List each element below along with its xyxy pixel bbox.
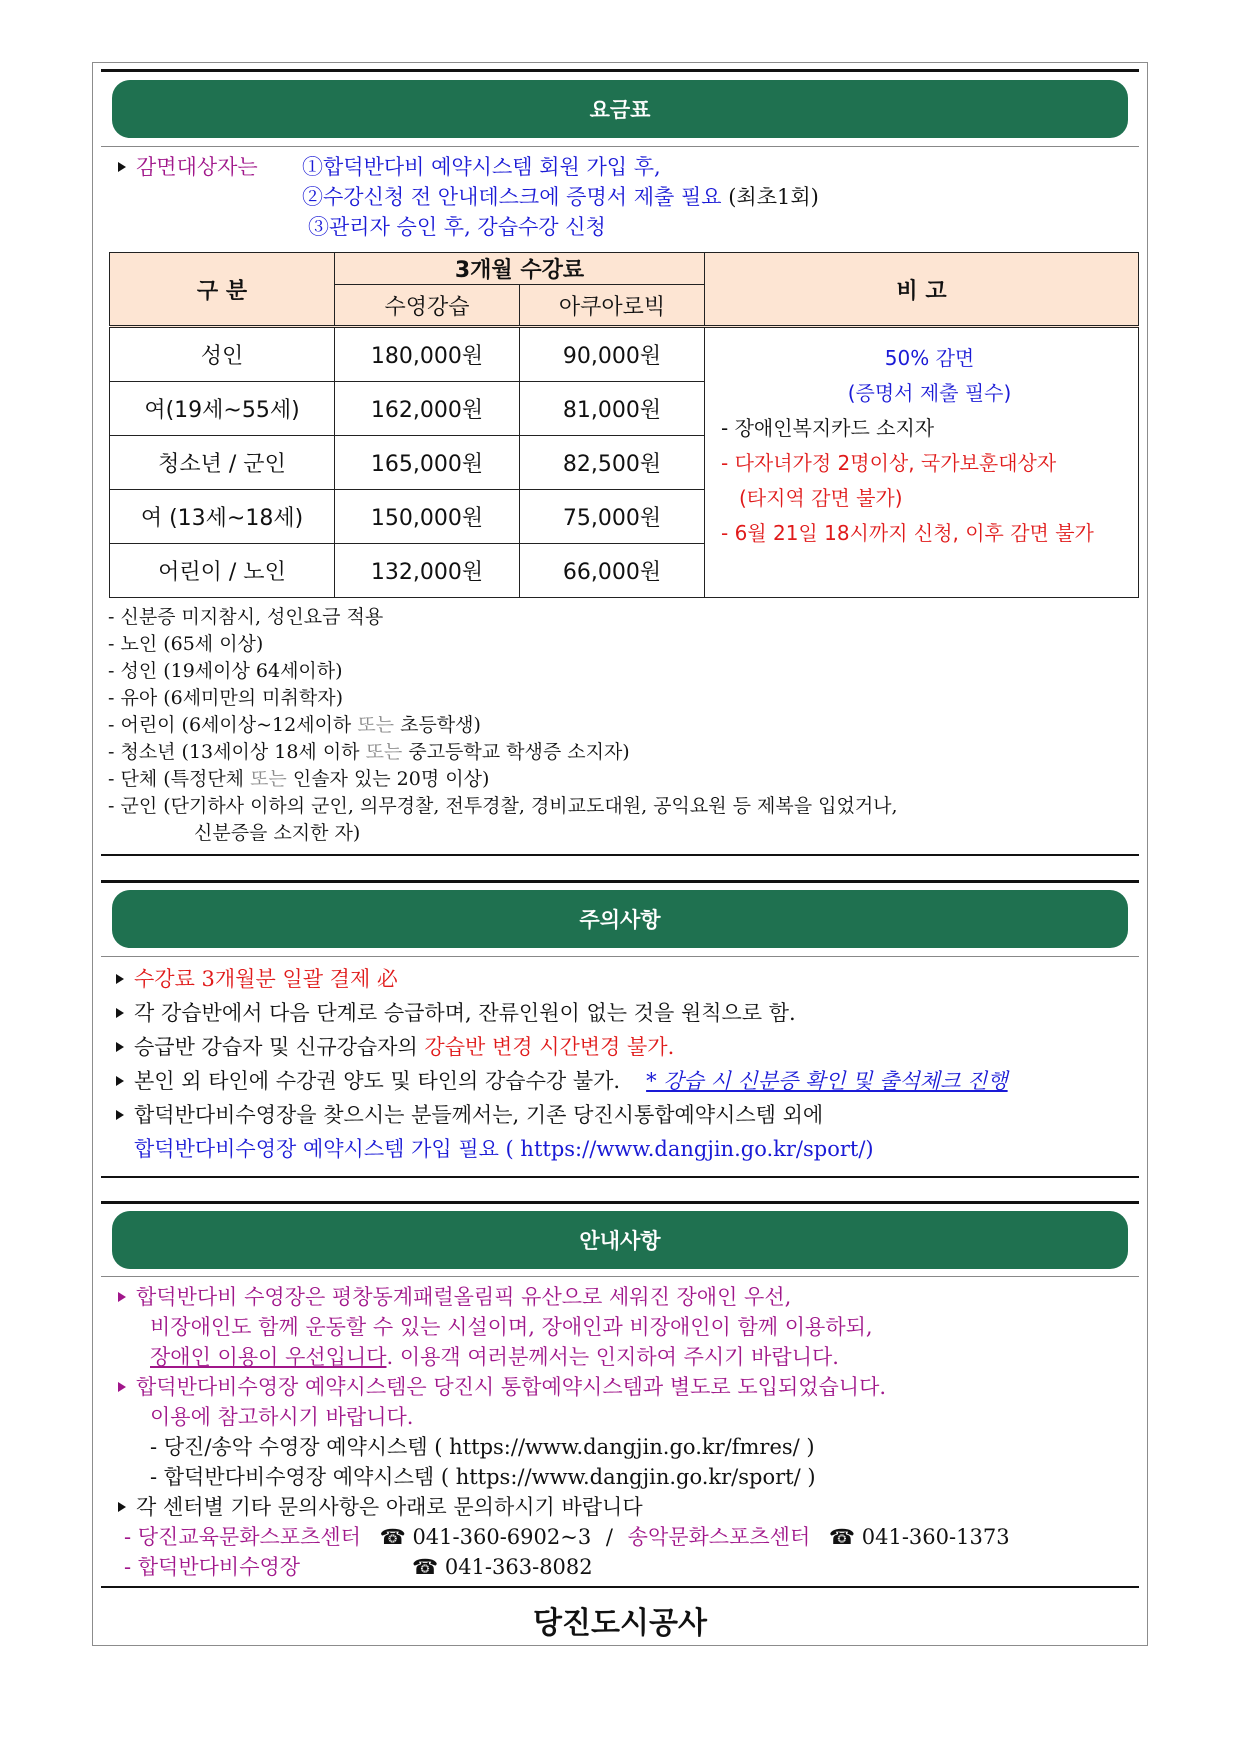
- info-p1a-text: 합덕반다비 수영장은 평창동계패럴올림픽 유산으로 세워진 장애인 우선,: [136, 1285, 792, 1309]
- def-group-b: 인솔자 있는 20명 이상): [286, 768, 490, 790]
- row-category: 청소년 / 군인: [110, 436, 335, 490]
- def-youth: [108, 738, 630, 766]
- caution-item-3: [116, 1033, 674, 1061]
- def-youth-a: - 청소년 (13세이상 18세 이하: [108, 741, 366, 763]
- col-category: 구 분: [110, 253, 335, 327]
- remark-proof: (증명서 제출 필수): [847, 381, 1012, 405]
- col-aqua: 아쿠아로빅: [520, 285, 705, 327]
- caution-item-1-text: 수강료 3개월분 일괄 결제 必: [134, 967, 398, 991]
- arrow-icon: [116, 1076, 124, 1086]
- footer-org: 당진도시공사: [533, 1606, 707, 1641]
- info-end-rule: [101, 1586, 1139, 1588]
- row-aqua: 90,000원: [520, 327, 705, 382]
- remark-item-3: - 6월 21일 18시까지 신청, 이후 감면 불가: [721, 521, 1094, 545]
- contact-2-phone: ☎ 041-360-1373: [828, 1525, 1010, 1549]
- caution-item-1: [116, 965, 398, 993]
- contact-1-name: - 당진교육문화스포츠센터: [124, 1525, 361, 1549]
- caution-item-4a: 본인 외 타인에 수강권 양도 및 타인의 강습수강 불가.: [134, 1069, 621, 1093]
- def-item: - 신분증 미지참시, 성인요금 적용: [108, 606, 384, 628]
- caution-end-rule: [101, 1176, 1139, 1178]
- def-group: [108, 765, 489, 793]
- row-swim: 162,000원: [335, 382, 520, 436]
- arrow-icon: [118, 1502, 126, 1512]
- info-p2a: [118, 1373, 886, 1401]
- def-youth-b: 중고등학교 학생증 소지자): [402, 741, 630, 763]
- info-p1c-rest: . 이용객 여러분께서는 인지하여 주시기 바랍니다.: [386, 1345, 839, 1369]
- discount-intro: [118, 153, 258, 181]
- contact-3-phone: ☎ 041-363-8082: [412, 1555, 593, 1579]
- info-p2b: 이용에 참고하시기 바랍니다.: [150, 1405, 414, 1429]
- contact-row-2: [124, 1553, 300, 1581]
- row-aqua: 82,500원: [520, 436, 705, 490]
- arrow-icon: [116, 1008, 124, 1018]
- contact-2-name: 송악문화스포츠센터: [627, 1525, 811, 1549]
- caution-item-4: [116, 1067, 1008, 1095]
- info-p3: [118, 1493, 643, 1521]
- fee-banner: 요금표: [112, 80, 1128, 138]
- step-2-note: (최초1회): [728, 185, 819, 209]
- row-category: 어린이 / 노인: [110, 544, 335, 598]
- col-fee-group: 3개월 수강료: [335, 253, 705, 285]
- contact-1-phone: ☎ 041-360-6902~3: [379, 1525, 592, 1549]
- def-child-or: 또는: [357, 714, 395, 736]
- row-aqua: 66,000원: [520, 544, 705, 598]
- row-swim: 132,000원: [335, 544, 520, 598]
- caution-item-2: [116, 999, 796, 1027]
- arrow-icon: [116, 1110, 124, 1120]
- info-p1c: [150, 1343, 839, 1371]
- arrow-icon: [116, 974, 124, 984]
- arrow-icon: [118, 1292, 126, 1302]
- def-group-a: - 단체 (특정단체: [108, 768, 251, 790]
- step-3: ③관리자 승인 후, 강습수강 신청: [308, 215, 606, 239]
- fee-table: [109, 252, 1139, 598]
- top-rule: [101, 69, 1139, 72]
- step-1: ①합덕반다비 예약시스템 회원 가입 후,: [302, 155, 661, 179]
- caution-item-3b: 강습반 변경 시간변경 불가.: [424, 1035, 675, 1059]
- def-item: - 성인 (19세이상 64세이하): [108, 660, 343, 682]
- def-group-or: 또는: [250, 768, 287, 790]
- info-p2c: - 당진/송악 수영장 예약시스템 ( https://www.dangjin.go.kr/fmres/ ): [150, 1435, 815, 1459]
- row-aqua: 75,000원: [520, 490, 705, 544]
- caution-item-5b: 합덕반다비수영장 예약시스템 가입 필요 ( https://www.dangjin.go.kr/sport/): [134, 1137, 874, 1161]
- info-p2a-text: 합덕반다비수영장 예약시스템은 당진시 통합예약시스템과 별도로 도입되었습니다.: [136, 1375, 887, 1399]
- remark-item-2: - 다자녀가정 2명이상, 국가보훈대상자: [721, 451, 1057, 475]
- step-2: [302, 183, 819, 211]
- caution-top-rule: [101, 880, 1139, 883]
- caution-item-5-text: 합덕반다비수영장을 찾으시는 분들께서는, 기존 당진시통합예약시스템 외에: [134, 1103, 824, 1127]
- caution-item-3a: 승급반 강습자 및 신규강습자의: [134, 1035, 425, 1059]
- def-item: - 노인 (65세 이상): [108, 633, 264, 655]
- def-soldier-b: 신분증을 소지한 자): [194, 822, 361, 844]
- info-p1b: 비장애인도 함께 운동할 수 있는 시설이며, 장애인과 비장애인이 함께 이용하되,: [150, 1315, 873, 1339]
- def-youth-or: 또는: [365, 741, 403, 763]
- row-category: 성인: [110, 327, 335, 382]
- arrow-icon: [118, 1382, 126, 1392]
- fee-end-rule: [101, 854, 1139, 856]
- caution-banner: 주의사항: [112, 890, 1128, 948]
- contact-separator: /: [605, 1525, 613, 1549]
- info-p2d: - 합덕반다비수영장 예약시스템 ( https://www.dangjin.go.kr/sport/ ): [150, 1465, 816, 1489]
- remark-discount: 50% 감면: [884, 346, 975, 370]
- col-swim: 수영강습: [335, 285, 520, 327]
- info-p1a: [118, 1283, 791, 1311]
- row-swim: 180,000원: [335, 327, 520, 382]
- remark-item-2b: (타지역 감면 불가): [739, 486, 903, 510]
- row-swim: 165,000원: [335, 436, 520, 490]
- info-p3-text: 각 센터별 기타 문의사항은 아래로 문의하시기 바랍니다: [136, 1495, 643, 1519]
- col-remark: 비 고: [705, 253, 1139, 327]
- caution-item-2-text: 각 강습반에서 다음 단계로 승급하며, 잔류인원이 없는 것을 원칙으로 함.: [134, 1001, 796, 1025]
- row-category: 여 (13세~18세): [110, 490, 335, 544]
- def-child: [108, 711, 481, 739]
- row-swim: 150,000원: [335, 490, 520, 544]
- row-aqua: 81,000원: [520, 382, 705, 436]
- info-top-rule: [101, 1201, 1139, 1204]
- remark-cell: [705, 327, 1139, 598]
- row-category: 여(19세~55세): [110, 382, 335, 436]
- def-soldier: - 군인 (단기하사 이하의 군인, 의무경찰, 전투경찰, 경비교도대원, 공익요원 등 제복을 입었거나,: [108, 795, 898, 817]
- arrow-icon: [116, 1042, 124, 1052]
- def-child-a: - 어린이 (6세이상~12세이하: [108, 714, 358, 736]
- info-banner: 안내사항: [112, 1211, 1128, 1269]
- def-child-b: 초등학생): [394, 714, 481, 736]
- contact-3-name: - 합덕반다비수영장: [124, 1555, 301, 1579]
- intro-label: 감면대상자는: [136, 155, 258, 179]
- remark-item-1: - 장애인복지카드 소지자: [721, 416, 935, 440]
- arrow-icon: [118, 162, 126, 172]
- caution-item-5: [116, 1101, 823, 1129]
- caution-banner-rule: [101, 956, 1139, 957]
- caution-item-4b: * 강습 시 신분증 확인 및 출석체크 진행: [646, 1069, 1008, 1093]
- contact-row-1: [124, 1523, 1010, 1551]
- info-p1c-underline: 장애인 이용이 우선입니다: [150, 1345, 387, 1369]
- def-item: - 유아 (6세미만의 미취학자): [108, 687, 343, 709]
- table-row: [110, 327, 1139, 382]
- fee-banner-rule: [101, 146, 1139, 147]
- info-banner-rule: [101, 1276, 1139, 1277]
- step-2-main: ②수강신청 전 안내데스크에 증명서 제출 필요: [302, 185, 722, 209]
